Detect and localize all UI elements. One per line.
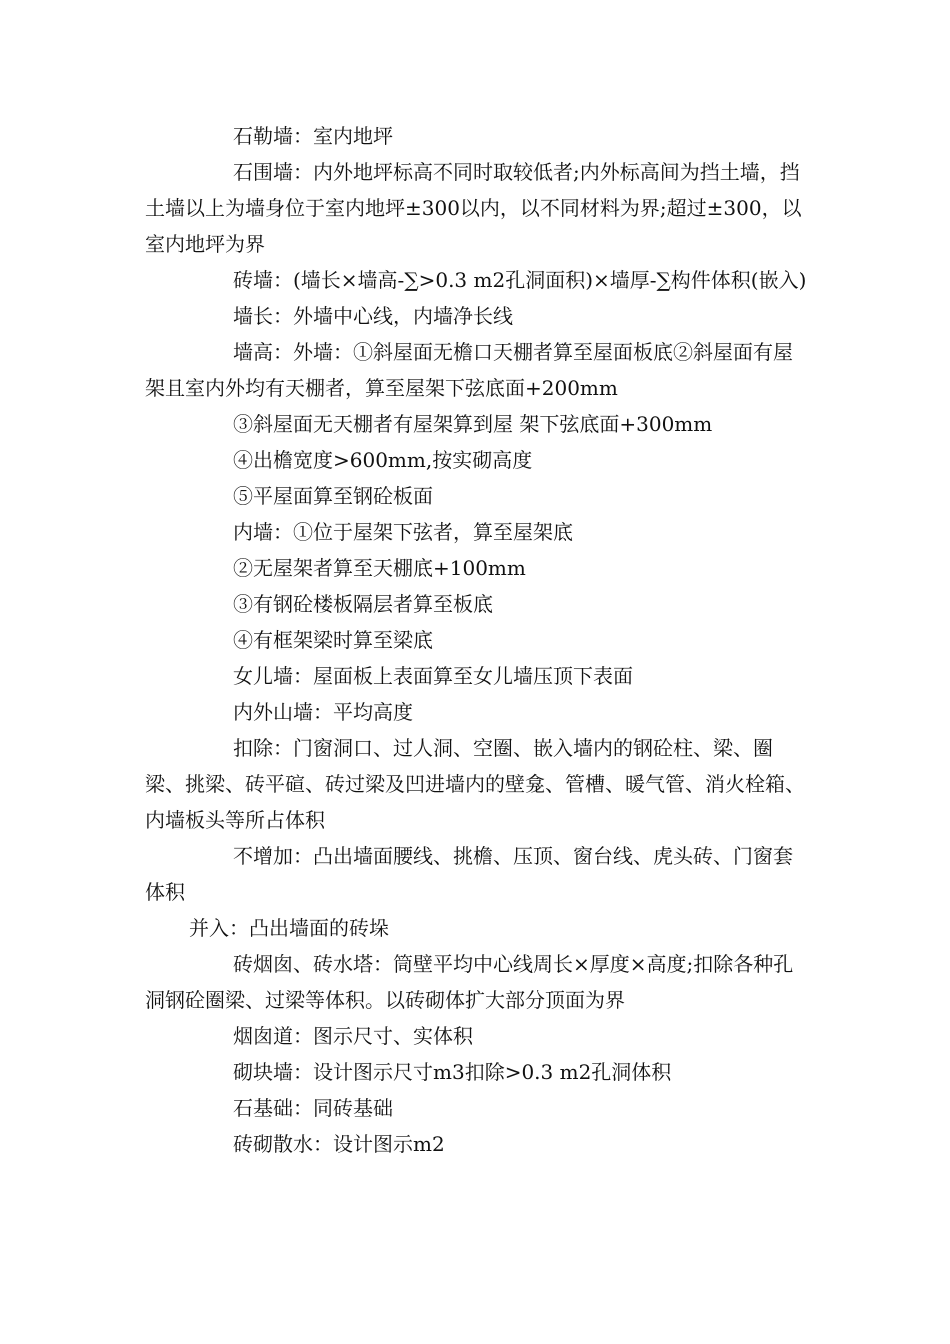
paragraph-interior-wall-item-2: ②无屋架者算至天棚底+100mm	[233, 556, 526, 580]
paragraph-flue: 烟囱道：图示尺寸、实体积	[233, 1024, 473, 1048]
paragraph-wall-height-item-3: ③斜屋面无天棚者有屋架算到屋 架下弦底面+300mm	[233, 412, 713, 436]
paragraph-gable-wall: 内外山墙：平均高度	[233, 700, 413, 724]
paragraph-deductions: 扣除：门窗洞口、过人洞、空圈、嵌入墙内的钢砼柱、梁、圈梁、挑梁、砖平碹、砖过梁及凹进墙内的壁龛、管槽、暖气管、消火栓箱、内墙板头等所占体积	[145, 736, 805, 832]
paragraph-parapet-wall: 女儿墙：屋面板上表面算至女儿墙压顶下表面	[233, 664, 633, 688]
paragraph-wall-height-item-5: ⑤平屋面算至钢砼板面	[233, 484, 433, 508]
paragraph-merge-in: 并入：凸出墙面的砖垛	[189, 916, 389, 940]
paragraph-brick-chimney-tower: 砖烟囱、砖水塔：筒壁平均中心线周长×厚度×高度;扣除各种孔洞钢砼圈梁、过梁等体积。以砖砌体扩大部分顶面为界	[145, 952, 794, 1012]
paragraph-no-additions: 不增加：凸出墙面腰线、挑檐、压顶、窗台线、虎头砖、门窗套体积	[145, 844, 793, 904]
paragraph-brick-wall-formula: 砖墙：(墙长×墙高-∑>0.3 m2孔洞面积)×墙厚-∑构件体积(嵌入)	[233, 268, 807, 292]
paragraph-wall-length: 墙长：外墙中心线，内墙净长线	[233, 304, 513, 328]
paragraph-wall-height-exterior: 墙高：外墙：①斜屋面无檐口天棚者算至屋面板底②斜屋面有屋架且室内外均有天棚者，算至屋架下弦底面+200mm	[145, 340, 793, 400]
paragraph-stone-plinth-wall: 石勒墙：室内地坪	[233, 124, 393, 148]
paragraph-block-wall: 砌块墙：设计图示尺寸m3扣除>0.3 m2孔洞体积	[233, 1060, 672, 1084]
document-body	[145, 118, 810, 1162]
paragraph-interior-wall-item-3: ③有钢砼楼板隔层者算至板底	[233, 592, 493, 616]
paragraph-brick-apron: 砖砌散水：设计图示m2	[233, 1132, 445, 1156]
paragraph-wall-height-item-4: ④出檐宽度>600mm,按实砌高度	[233, 448, 533, 472]
paragraph-stone-foundation: 石基础：同砖基础	[233, 1096, 393, 1120]
paragraph-stone-enclosure-wall: 石围墙：内外地坪标高不同时取较低者;内外标高间为挡土墙，挡土墙以上为墙身位于室内地坪±300以内，以不同材料为界;超过±300，以室内地坪为界	[145, 160, 802, 256]
paragraph-interior-wall-item-4: ④有框架梁时算至梁底	[233, 628, 433, 652]
paragraph-interior-wall-item-1: 内墙：①位于屋架下弦者，算至屋架底	[233, 520, 573, 544]
